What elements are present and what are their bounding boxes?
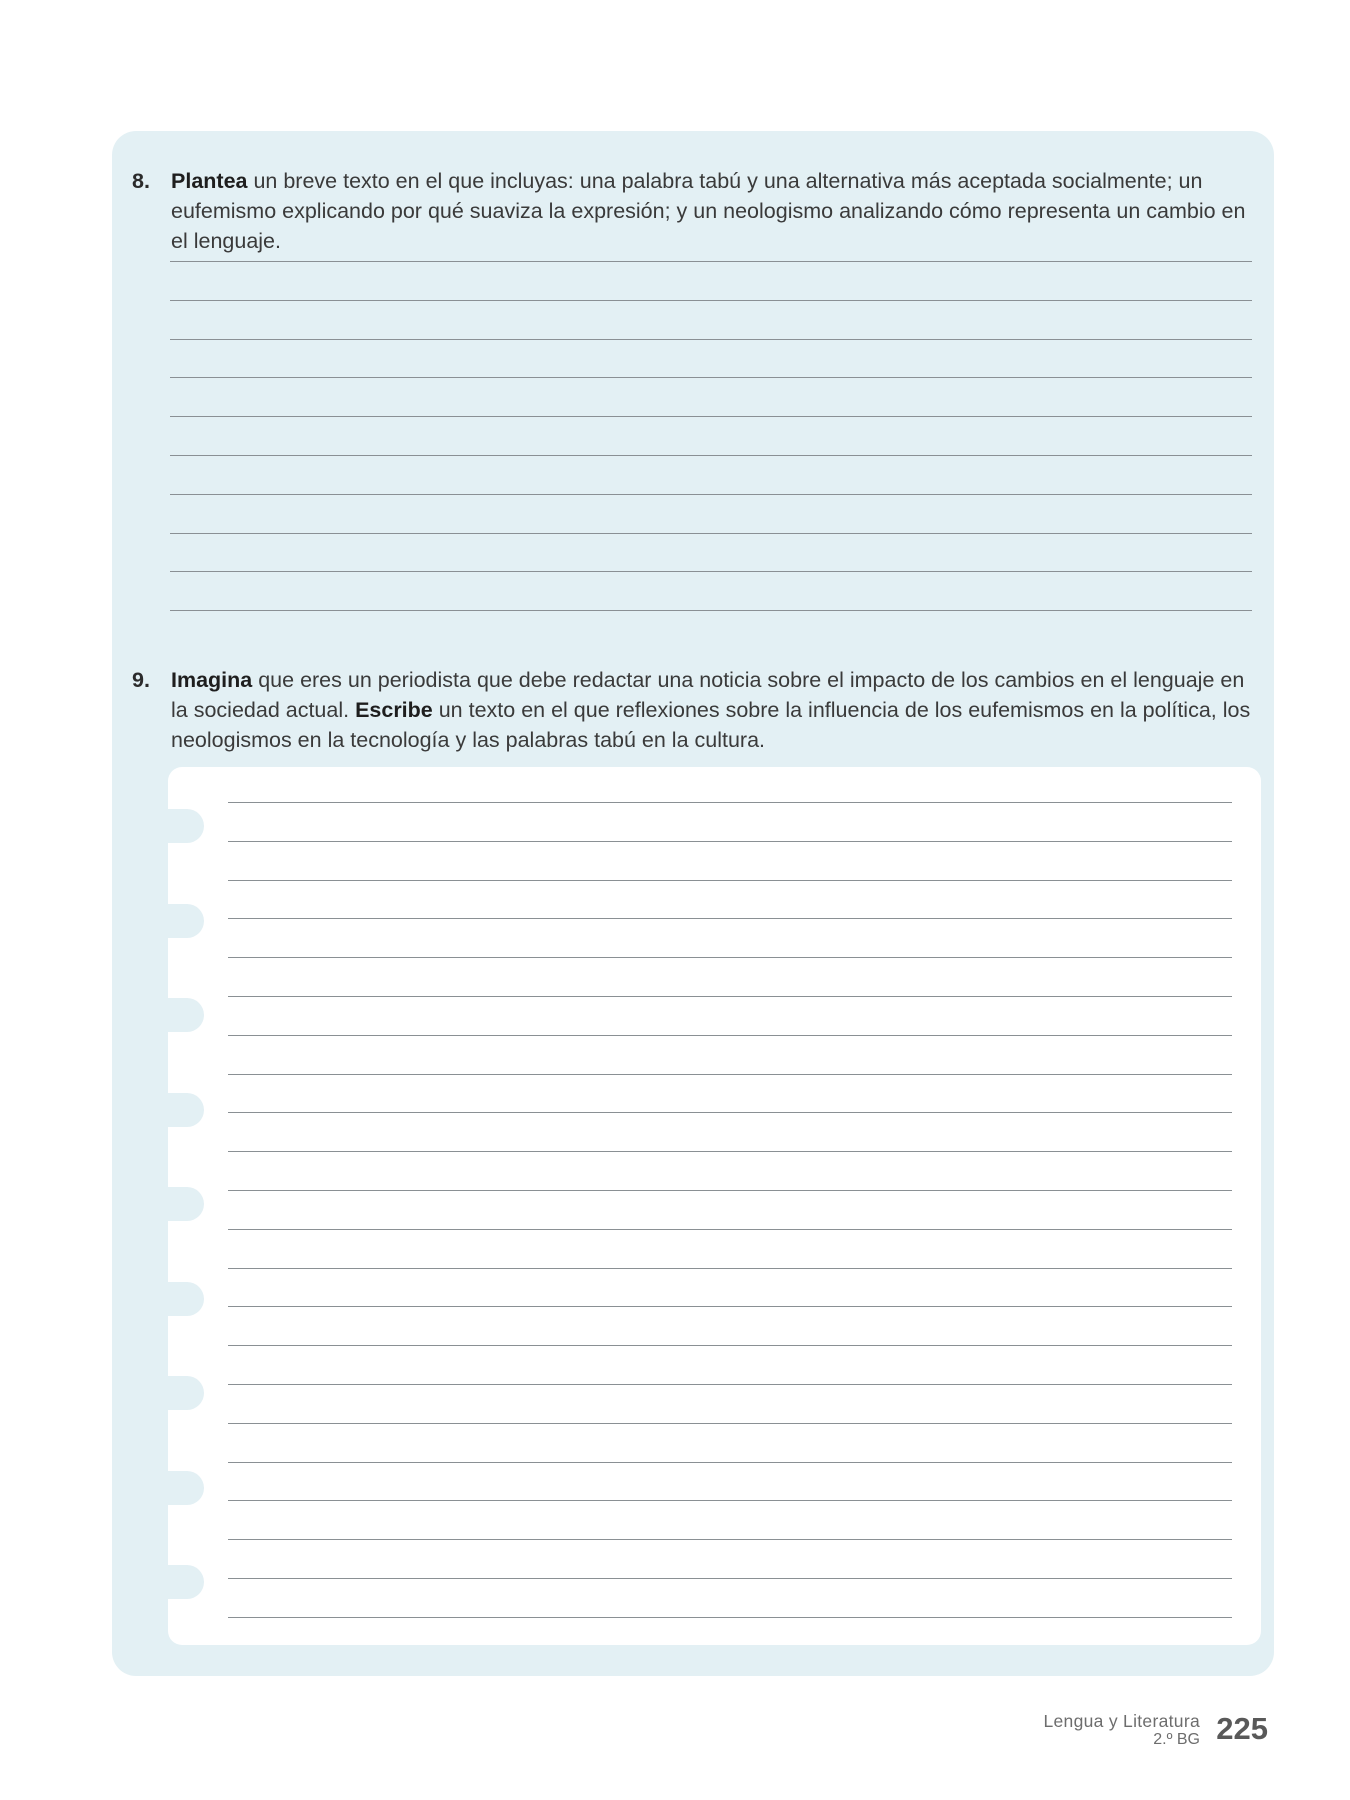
notebook-line	[228, 1462, 1232, 1463]
answer-line	[170, 339, 1252, 340]
notebook-line	[228, 1229, 1232, 1230]
answer-line	[170, 533, 1252, 534]
footer-subject: Lengua y Literatura	[1043, 1711, 1200, 1731]
notebook-line	[228, 1539, 1232, 1540]
notebook-answer-lines[interactable]	[228, 767, 1232, 1645]
notebook-line	[228, 1112, 1232, 1113]
question-9-number: 9.	[132, 668, 150, 692]
notebook-line	[228, 1423, 1232, 1424]
notebook-line	[228, 1268, 1232, 1269]
binder-hole	[150, 1093, 204, 1127]
answer-line	[170, 300, 1252, 301]
binder-hole	[150, 904, 204, 938]
notebook-line	[228, 1578, 1232, 1579]
answer-line	[170, 610, 1252, 611]
binder-hole	[150, 1187, 204, 1221]
page-number: 225	[1216, 1711, 1268, 1746]
footer-grade: 2.º BG	[1153, 1731, 1200, 1748]
notebook-answer-sheet[interactable]	[168, 767, 1261, 1645]
question-8-answer-lines[interactable]	[170, 261, 1252, 601]
notebook-line	[228, 1074, 1232, 1075]
notebook-line	[228, 957, 1232, 958]
notebook-line	[228, 802, 1232, 803]
notebook-line	[228, 996, 1232, 997]
binder-hole	[150, 809, 204, 843]
notebook-line	[228, 1384, 1232, 1385]
answer-line	[170, 261, 1252, 262]
notebook-line	[228, 918, 1232, 919]
answer-line	[170, 455, 1252, 456]
question-8-verb: Plantea	[171, 169, 248, 193]
question-9-text: Imagina que eres un periodista que debe redactar una noticia sobre el impacto de los cambios en el lenguaje en la sociedad actual. Escribe un texto en el que reflexiones sobre la influencia de los eufemismos en la política, los neologismos en la tecnología y las palabras tabú en la cultura.	[171, 668, 1251, 752]
binder-hole	[150, 1282, 204, 1316]
notebook-line	[228, 1306, 1232, 1307]
answer-line	[170, 571, 1252, 572]
question-9	[132, 665, 1254, 755]
activity-panel	[112, 131, 1274, 1676]
binder-hole	[150, 1471, 204, 1505]
question-9-verb: Imagina	[171, 668, 253, 692]
notebook-line	[228, 880, 1232, 881]
answer-line	[170, 416, 1252, 417]
notebook-line	[228, 841, 1232, 842]
answer-line	[170, 494, 1252, 495]
question-8	[132, 166, 1254, 256]
notebook-line	[228, 1190, 1232, 1191]
binder-hole	[150, 998, 204, 1032]
binder-hole	[150, 1565, 204, 1599]
notebook-line	[228, 1035, 1232, 1036]
answer-line	[170, 377, 1252, 378]
question-8-text: Plantea un breve texto en el que incluyas: una palabra tabú y una alternativa más aceptada socialmente; un eufemismo explicando por qué suaviza la expresión; y un neologismo analizando cómo representa un cambio en el lenguaje.	[171, 169, 1246, 253]
notebook-line	[228, 1345, 1232, 1346]
notebook-line	[228, 1500, 1232, 1501]
question-8-number: 8.	[132, 169, 150, 193]
notebook-line	[228, 1151, 1232, 1152]
notebook-line	[228, 1617, 1232, 1618]
binder-hole	[150, 1376, 204, 1410]
question-9-verb-2: Escribe	[355, 698, 433, 722]
